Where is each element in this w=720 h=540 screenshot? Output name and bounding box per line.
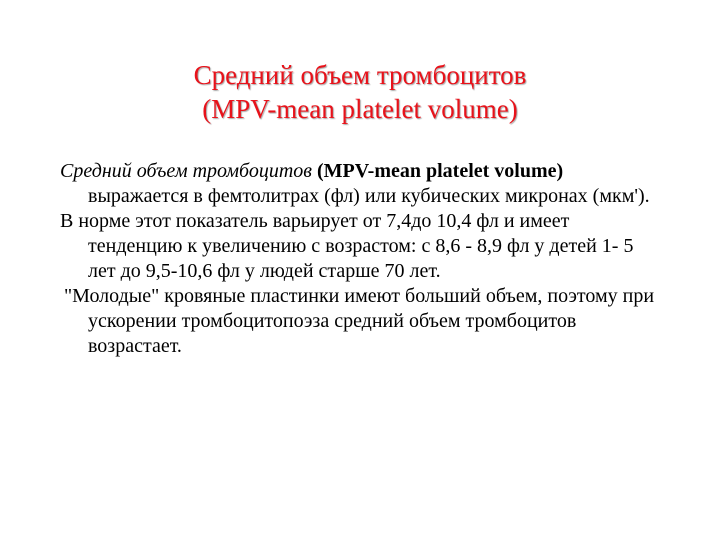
term-bold: (MPV-mean platelet volume)	[316, 160, 564, 182]
slide-body	[60, 159, 660, 359]
title-line-1: Средний объем тромбоцитов	[193, 60, 527, 90]
definition-text: выражается в фемтолитрах (фл) или кубических микронах (мкм').	[88, 185, 650, 207]
title-line-2: (MPV-mean platelet volume)	[202, 94, 518, 124]
slide-title	[60, 58, 660, 126]
term-italic: Средний объем тромбоцитов	[60, 160, 312, 182]
paragraph-definition	[60, 159, 660, 209]
paragraph-norm: В норме этот показатель варьирует от 7,4до 10,4 фл и имеет тенденцию к увеличению с возрастом: с 8,6 - 8,9 фл у детей 1- 5 лет до 9,5-10,6 фл у людей старше 70 лет.	[60, 210, 634, 282]
paragraph-young-platelets: "Молодые" кровяные пластинки имеют больший объем, поэтому при ускорении тромбоцитопоэза средний объем тромбоцитов возрастает.	[64, 285, 655, 357]
